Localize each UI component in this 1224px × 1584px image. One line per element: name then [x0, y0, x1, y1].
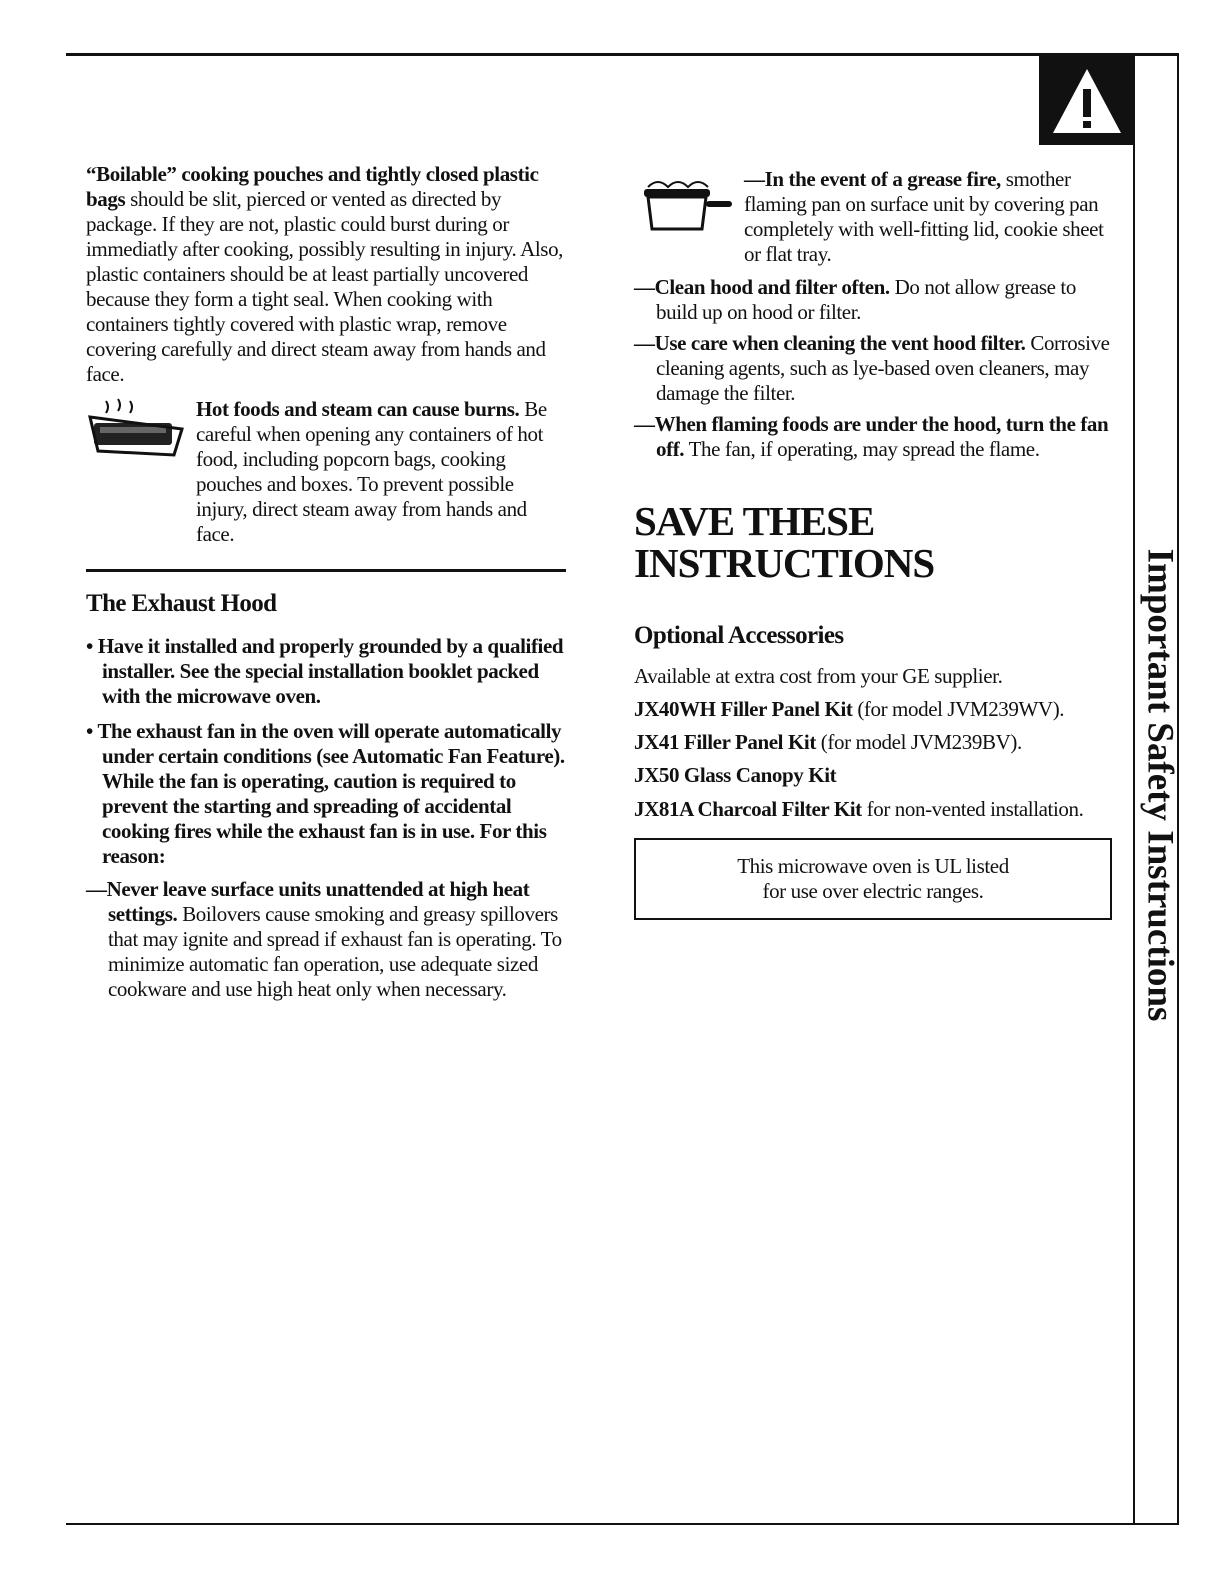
save-line-1: SAVE THESE [634, 498, 875, 544]
grease-fire-text: smother flaming pan on surface unit by covering pan completely with well-fitting lid, cookie sheet or flat tray. [744, 167, 1104, 266]
pouches-warning-bold: “Boilable” cooking pouches and tightly closed plastic bags [86, 162, 539, 211]
bullet-installation-text: Have it installed and properly grounded by a qualified installer. See the special installation booklet packed with the microwave oven. [97, 634, 564, 708]
flaming-foods-paragraph [634, 412, 1114, 462]
vertical-section-title: Important Safety Instructions [1139, 548, 1181, 1022]
never-leave-paragraph [86, 877, 566, 1002]
exhaust-hood-heading: The Exhaust Hood [86, 590, 277, 617]
use-care-text: Corrosive cleaning agents, such as lye-based oven cleaners, may damage the filter. [656, 331, 1110, 405]
flaming-foods-text: The fan, if operating, may spread the flame. [688, 437, 1040, 461]
bullet-exhaust-fan: • The exhaust fan in the oven will operate automatically under certain conditions (see Automatic Fan Feature). While the fan is operating, caution is required to prevent the starting and spreading of accidental cooking fires while the exhaust fan is in use. For this reason: [86, 719, 565, 868]
accessory-jx81a-name: JX81A Charcoal Filter Kit [634, 797, 862, 821]
left-column [86, 162, 566, 1002]
ul-listing-line-2: for use over electric ranges. [762, 879, 984, 903]
accessory-jx41-note: (for model JVM239BV). [820, 730, 1022, 754]
hot-popcorn-icon [86, 397, 186, 459]
covered-pan-icon [634, 167, 734, 235]
bullet-installation: • Have it installed and properly grounded by a qualified installer. See the special installation booklet packed with the microwave oven. [86, 634, 564, 708]
boilable-pouches-paragraph [86, 162, 566, 387]
accessory-jx40wh-note: (for model JVM239WV). [857, 697, 1065, 721]
hot-food-warning [86, 397, 566, 547]
never-leave-bold: —Never leave surface units unattended at high heat settings. [86, 877, 530, 926]
grease-fire-bold: —In the event of a grease fire, [744, 167, 1001, 191]
accessory-jx40wh [634, 693, 1114, 726]
bottom-rule [66, 1523, 1179, 1525]
ul-listing-line-1: This microwave oven is UL listed [737, 854, 1009, 878]
hot-food-bold: Hot foods and steam can cause burns. [196, 397, 520, 421]
accessory-jx41 [634, 726, 1114, 759]
never-leave-text: Boilovers cause smoking and greasy spillovers that may ignite and spread if exhaust fan is operating. To minimize automatic fan operation, use adequate sized cookware and use high heat only when necessary. [108, 902, 562, 1001]
ul-listing-box [634, 838, 1112, 920]
section-divider [86, 569, 566, 572]
optional-accessories-heading: Optional Accessories [634, 622, 844, 649]
grease-fire-warning [634, 167, 1114, 267]
use-care-paragraph [634, 331, 1114, 406]
warning-icon [1039, 53, 1135, 145]
grease-fire-paragraph [744, 167, 1114, 267]
clean-hood-paragraph [634, 275, 1114, 325]
bullet-exhaust-fan-text: The exhaust fan in the oven will operate automatically under certain conditions (see Automatic Fan Feature). While the fan is operating, caution is required to prevent the starting and spreading of accidental cooking fires while the exhaust fan is in use. For this reason: [97, 719, 565, 868]
hot-food-paragraph [196, 397, 566, 547]
clean-hood-bold: —Clean hood and filter often. [634, 275, 890, 299]
accessory-jx81a-note: for non-vented installation. [866, 797, 1084, 821]
top-rule [66, 53, 1179, 56]
save-instructions-heading [634, 500, 1114, 584]
sidebar-rule [1133, 143, 1135, 1525]
accessory-jx40wh-name: JX40WH Filler Panel Kit [634, 697, 853, 721]
accessory-jx41-name: JX41 Filler Panel Kit [634, 730, 816, 754]
use-care-bold: —Use care when cleaning the vent hood filter. [634, 331, 1026, 355]
save-line-2: INSTRUCTIONS [634, 540, 935, 586]
accessory-jx50: JX50 Glass Canopy Kit [634, 763, 837, 787]
accessory-jx81a [634, 796, 1114, 822]
right-column [634, 167, 1114, 920]
accessories-intro: Available at extra cost from your GE supplier. [634, 664, 1003, 688]
pouches-warning-text: should be slit, pierced or vented as directed by package. If they are not, plastic could burst during or immediatly after cooking, possibly resulting in injury. Also, plastic containers should be at least partially uncovered because they form a tight seal. When cooking with containers tightly covered with plastic wrap, remove covering carefully and direct steam away from hands and face. [86, 187, 564, 386]
flaming-foods-bold: —When flaming foods are under the hood, turn the fan off. [634, 412, 1109, 461]
clean-hood-text: Do not allow grease to build up on hood or filter. [656, 275, 1076, 324]
hot-food-text: Be careful when opening any containers of hot food, including popcorn bags, cooking pouches and boxes. To prevent possible injury, direct steam away from hands and face. [196, 397, 547, 546]
